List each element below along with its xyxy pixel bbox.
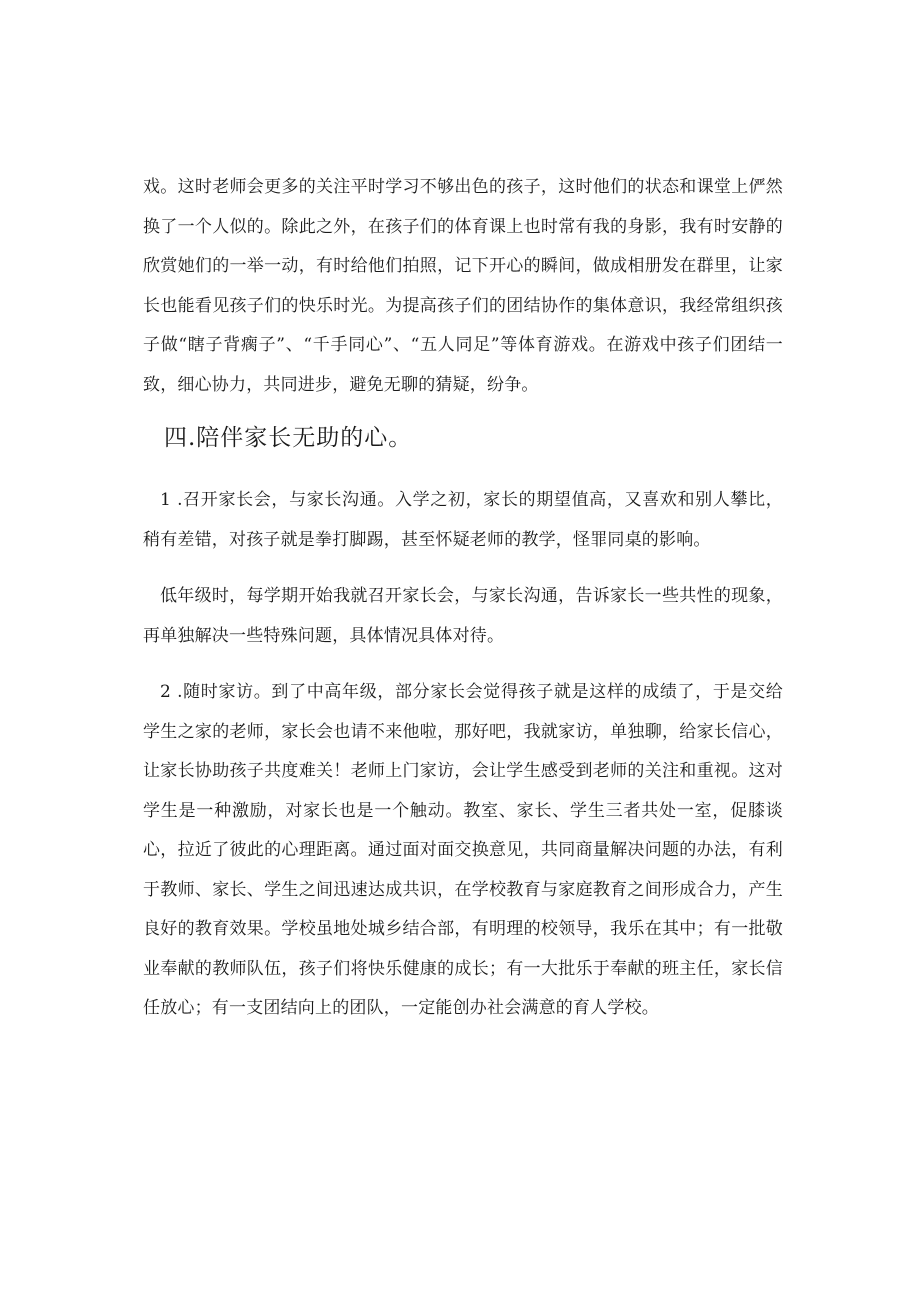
item-1-followup-paragraph: 低年级时，每学期开始我就召开家长会，与家长沟通，告诉家长一些共性的现象，再单独解决一些特殊问题，具体情况具体对待。 xyxy=(143,586,783,646)
continuation-paragraph: 戏。这时老师会更多的关注平时学习不够出色的孩子，这时他们的状态和课堂上俨然换了一个人似的。除此之外，在孩子们的体育课上也时常有我的身影，我有时安静的欣赏她们的一举一动，有时给他们拍照，记下开心的瞬间，做成相册发在群里，让家长也能看见孩子们的快乐时光。为提高孩子们的团结协作的集体意识，我经常组织孩子做“瞎子背瘸子”、“千手同心”、“五人同足”等体育游戏。在游戏中孩子们团结一致，细心协力，共同进步，避免无聊的猜疑，纷争。 xyxy=(143,177,783,395)
item-1-paragraph: 1 .召开家长会，与家长沟通。入学之初，家长的期望值高，又喜欢和别人攀比，稍有差错，对孩子就是拳打脚踢，甚至怀疑老师的教学，怪罪同桌的影响。 xyxy=(143,490,783,550)
section-heading: 四.陪伴家长无助的心。 xyxy=(164,425,413,451)
item-2-paragraph: 2 .随时家访。到了中高年级，部分家长会觉得孩子就是这样的成绩了，于是交给学生之家的老师，家长会也请不来他啦，那好吧，我就家访，单独聊，给家长信心，让家长协助孩子共度难关！老师上门家访，会让学生感受到老师的关注和重视。这对学生是一种激励，对家长也是一个触动。教室、家长、学生三者共处一室，促膝谈心，拉近了彼此的心理距离。通过面对面交换意见，共同商量解决问题的办法，有利于教师、家长、学生之间迅速达成共识，在学校教育与家庭教育之间形成合力，产生良好的教育效果。学校虽地处城乡结合部，有明理的校领导，我乐在其中；有一批敬业奉献的教师队伍，孩子们将快乐健康的成长；有一大批乐于奉献的班主任，家长信任放心；有一支团结向上的团队，一定能创办社会满意的育人学校。 xyxy=(143,682,783,1018)
document-body xyxy=(143,168,783,1029)
